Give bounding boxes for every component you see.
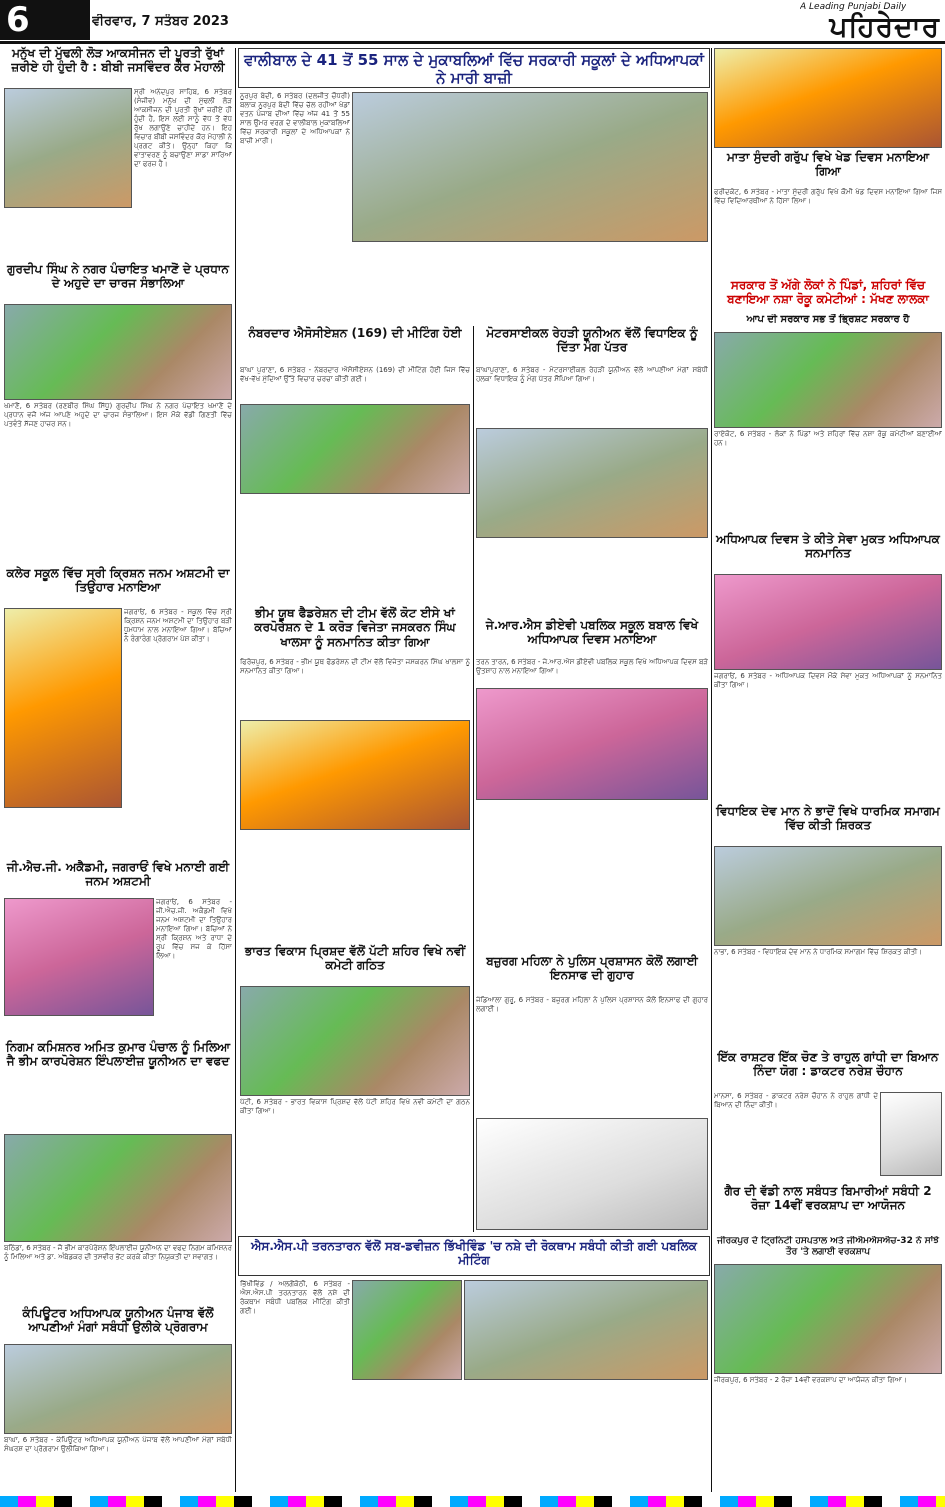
article-bharat-body: ਪੱਟੀ, 6 ਸਤੰਬਰ - ਭਾਰਤ ਵਿਕਾਸ ਪ੍ਰਿਸ਼ਦ ਵੱਲੋਂ ਪੱਟੀ ਸ਼ਹਿਰ ਵਿਖੇ ਨਵੀਂ ਕਮੇਟੀ ਦਾ ਗਠਨ ਕੀਤਾ ਗਿਆ। bbox=[240, 1098, 470, 1115]
headline-dev-mann: ਵਿਧਾਇਕ ਦੇਵ ਮਾਨ ਨੇ ਭਾਦੋਂ ਵਿਖੇ ਧਾਰਮਿਕ ਸਮਾਗਮ ਵਿੱਚ ਕੀਤੀ ਸ਼ਿਰਕਤ bbox=[716, 804, 940, 833]
article-jrs-body: ਤਰਨ ਤਾਰਨ, 6 ਸਤੰਬਰ - ਜੇ.ਆਰ.ਐਸ ਡੀਏਵੀ ਪਬਲਿਕ ਸਕੂਲ ਵਿਖੇ ਅਧਿਆਪਕ ਦਿਵਸ ਬੜੇ ਉਤਸ਼ਾਹ ਨਾਲ ਮਨਾਇਆ ਗਿਆ। bbox=[476, 658, 708, 675]
article-volleyball-body: ਨੂਰਪੁਰ ਬੇਦੀ, 6 ਸਤੰਬਰ (ਦਲਜੀਤ ਚੌਧਰੀ) ਬਲਾਕ ਨੂਰਪੁਰ ਬੇਦੀ ਵਿੱਚ ਚੱਲ ਰਹੀਆਂ ਖੇਡਾਂ ਵਤਨ ਪੰਜਾਬ ਦੀਆਂ ਵਿੱਚ ਅੱਜ 41 ਤੋਂ 55 ਸਾਲ ਉਮਰ ਵਰਗ ਦੇ ਵਾਲੀਬਾਲ ਮੁਕਾਬਲਿਆਂ ਵਿੱਚ ਸਰਕਾਰੀ ਸਕੂਲਾਂ ਦੇ ਅਧਿਆਪਕਾਂ ਨੇ ਬਾਜ਼ੀ ਮਾਰੀ। bbox=[240, 92, 350, 145]
article-jrs-body-cont bbox=[476, 802, 708, 952]
page-number: 6 bbox=[0, 0, 90, 40]
photo-janmashtami-kids bbox=[4, 608, 122, 808]
photo-union-delegation bbox=[4, 1134, 232, 1242]
column-rule bbox=[235, 48, 236, 1492]
headline-bharat-vikas: ਭਾਰਤ ਵਿਕਾਸ ਪ੍ਰਿਸ਼ਦ ਵੱਲੋਂ ਪੱਟੀ ਸ਼ਹਿਰ ਵਿਖੇ ਨਵੀਂ ਕਮੇਟੀ ਗਠਿਤ bbox=[244, 944, 466, 973]
headline-volleyball: ਵਾਲੀਬਾਲ ਦੇ 41 ਤੋਂ 55 ਸਾਲ ਦੇ ਮੁਕਾਬਲਿਆਂ ਵਿੱਚ ਸਰਕਾਰੀ ਸਕੂਲਾਂ ਦੇ ਅਧਿਆਪਕਾਂ ਨੇ ਮਾਰੀ ਬਾਜ਼ੀ bbox=[238, 48, 710, 88]
photo-numberdar-meeting bbox=[240, 404, 470, 494]
photo-dev-mann bbox=[714, 846, 942, 946]
headline-kaler-school: ਕਲੇਰ ਸਕੂਲ ਵਿੱਚ ਸ੍ਰੀ ਕ੍ਰਿਸ਼ਨ ਜਨਮ ਅਸ਼ਟਮੀ ਦਾ ਤਿਉਹਾਰ ਮਨਾਇਆ bbox=[6, 566, 230, 595]
article-volleyball-body-cont bbox=[352, 244, 708, 322]
photo-workshop bbox=[714, 1264, 942, 1374]
photo-bharat-vikas bbox=[240, 986, 470, 1096]
headline-computer-teachers: ਕੰਪਿਊਟਰ ਅਧਿਆਪਕ ਯੂਨੀਅਨ ਪੰਜਾਬ ਵੱਲੋਂ ਆਪਣੀਆਂ ਮੰਗਾਂ ਸਬੰਧੀ ਉਲੀਕੇ ਪ੍ਰੋਗਰਾਮ bbox=[22, 1306, 214, 1335]
photo-elderly-woman bbox=[476, 1118, 708, 1230]
photo-lalka bbox=[714, 332, 942, 428]
column-rule bbox=[473, 326, 474, 1232]
article-naresh-body: ਮਾਨਸਾ, 6 ਸਤੰਬਰ - ਡਾਕਟਰ ਨਰੇਸ਼ ਚੌਹਾਨ ਨੇ ਰਾਹੁਲ ਗਾਂਧੀ ਦੇ ਬਿਆਨ ਦੀ ਨਿੰਦਾ ਕੀਤੀ। bbox=[714, 1092, 878, 1109]
headline-workshop: ਗੈਰ ਦੀ ਵੱਡੀ ਨਾਲ ਸਬੰਧਤ ਬਿਮਾਰੀਆਂ ਸਬੰਧੀ 2 ਰੋਜ਼ਾ 14ਵੀਂ ਵਰਕਸ਼ਾਪ ਦਾ ਆਯੋਜਨ bbox=[724, 1184, 932, 1213]
article-numberdar-body-cont bbox=[240, 496, 470, 604]
article-nasha-body: ਰਾਏਕੋਟ, 6 ਸਤੰਬਰ - ਲੋਕਾਂ ਨੇ ਪਿੰਡਾਂ ਅਤੇ ਸ਼ਹਿਰਾਂ ਵਿੱਚ ਨਸ਼ਾ ਰੋਕੂ ਕਮੇਟੀਆਂ ਬਣਾਈਆਂ ਹਨ। bbox=[714, 430, 942, 447]
photo-volleyball-team bbox=[352, 92, 708, 242]
article-bhim-body-cont bbox=[240, 832, 470, 940]
photo-panchayat bbox=[4, 304, 232, 400]
newspaper-logo: ਪਹਿਰੇਦਾਰ bbox=[829, 10, 940, 42]
article-numberdar-body: ਬਾਘਾ ਪੁਰਾਣਾ, 6 ਸਤੰਬਰ - ਨੰਬਰਦਾਰ ਐਸੋਸੀਏਸ਼ਨ (169) ਦੀ ਮੀਟਿੰਗ ਹੋਈ ਜਿਸ ਵਿੱਚ ਵੱਖ-ਵੱਖ ਮੁੱਦਿਆਂ ਉੱਤੇ ਵਿਚਾਰ ਚਰਚਾ ਕੀਤੀ ਗਈ। bbox=[240, 366, 470, 383]
article-motorcycle-body: ਬਾਘਾਪੁਰਾਣਾ, 6 ਸਤੰਬਰ - ਮੋਟਰਸਾਈਕਲ ਰੇਹੜੀ ਯੂਨੀਅਨ ਵੱਲੋਂ ਆਪਣੀਆਂ ਮੰਗਾਂ ਸਬੰਧੀ ਹਲਕਾ ਵਿਧਾਇਕ ਨੂੰ ਮੰਗ ਪੱਤਰ ਸੌਂਪਿਆ ਗਿਆ। bbox=[476, 366, 708, 383]
article-elderly-body: ਜੰਡਿਆਲਾ ਗੁਰੂ, 6 ਸਤੰਬਰ - ਬਜ਼ੁਰਗ ਮਹਿਲਾ ਨੇ ਪੁਲਿਸ ਪ੍ਰਸ਼ਾਸਨ ਕੋਲੋਂ ਇਨਸਾਫ ਦੀ ਗੁਹਾਰ ਲਗਾਈ। bbox=[476, 996, 708, 1013]
tagline: A Leading Punjabi Daily bbox=[800, 2, 907, 12]
headline-bhim-youth: ਭੀਮ ਯੂਥ ਫੈਡਰੇਸ਼ਨ ਦੀ ਟੀਮ ਵੱਲੋਂ ਕੋਟ ਈਸੇ ਖਾਂ ਕਰਪੋਰੇਸ਼ਨ ਦੇ 1 ਕਰੋੜ ਵਿਜੇਤਾ ਜਸਕਰਨ ਸਿੰਘ ਖਾਲਸਾ ਨੂੰ ਸਨਮਾਨਿਤ ਕੀਤਾ ਗਿਆ bbox=[254, 606, 456, 649]
photo-sports-day bbox=[714, 48, 942, 148]
photo-naresh-chauhan bbox=[880, 1092, 942, 1176]
article-ssp-body: ਭਿੱਖੀਵਿੰਡ / ਅਲਗੋਂਕੋਠੀ, 6 ਸਤੰਬਰ - ਐਸ.ਐਸ.ਪੀ ਤਰਨਤਾਰਨ ਵੱਲੋਂ ਨਸ਼ੇ ਦੀ ਰੋਕਥਾਮ ਸਬੰਧੀ ਪਬਲਿਕ ਮੀਟਿੰਗ ਕੀਤੀ ਗਈ। bbox=[240, 1280, 350, 1315]
subhead-workshop: ਜੀਰਕਪੁਰ ਦੇ ਟ੍ਰਿਨਿਟੀ ਹਸਪਤਾਲ ਅਤੇ ਜੀਐਮਐਸਐਚ-32 ਨੇ ਸਾਂਝੇ ਤੌਰ 'ਤੇ ਲਗਾਈ ਵਰਕਸ਼ਾਪ bbox=[717, 1236, 939, 1257]
article-mata-body: ਫਰੀਦਕੋਟ, 6 ਸਤੰਬਰ - ਮਾਤਾ ਸੁੰਦਰੀ ਗਰੁੱਪ ਵਿਖੇ ਕੌਮੀ ਖੇਡ ਦਿਵਸ ਮਨਾਇਆ ਗਿਆ ਜਿਸ ਵਿੱਚ ਵਿਦਿਆਰਥੀਆਂ ਨੇ ਹਿੱਸਾ ਲਿਆ। bbox=[714, 188, 942, 205]
photo-teachers-day bbox=[476, 688, 708, 800]
article-computer-body: ਬਾਘਾ, 6 ਸਤੰਬਰ - ਕੰਪਿਊਟਰ ਅਧਿਆਪਕ ਯੂਨੀਅਨ ਪੰਜਾਬ ਵੱਲੋਂ ਆਪਣੀਆਂ ਮੰਗਾਂ ਸਬੰਧੀ ਸੰਘਰਸ਼ ਦਾ ਪ੍ਰੋਗਰਾਮ ਉਲੀਕਿਆ ਗਿਆ। bbox=[4, 1436, 232, 1453]
article-dev-mann-body: ਨਾਭਾ, 6 ਸਤੰਬਰ - ਵਿਧਾਇਕ ਦੇਵ ਮਾਨ ਨੇ ਧਾਰਮਿਕ ਸਮਾਗਮ ਵਿੱਚ ਸ਼ਿਰਕਤ ਕੀਤੀ। bbox=[714, 948, 922, 956]
article-oxygen-body: ਸ੍ਰੀ ਅਨੰਦਪੁਰ ਸਾਹਿਬ, 6 ਸਤੰਬਰ (ਸੰਜੀਵ) ਮਨੁੱਖ ਦੀ ਮੁੱਢਲੀ ਲੋੜ ਆਕਸੀਜਨ ਦੀ ਪੂਰਤੀ ਰੁੱਖਾਂ ਜ਼ਰੀਏ ਹੀ ਹੁੰਦੀ ਹੈ, ਇਸ ਲਈ ਸਾਨੂੰ ਵੱਧ ਤੋਂ ਵੱਧ ਰੁੱਖ ਲਗਾਉਣੇ ਚਾਹੀਦੇ ਹਨ। ਇਹ ਵਿਚਾਰ ਬੀਬੀ ਜਸਵਿੰਦਰ ਕੌਰ ਮੋਹਾਲੀ ਨੇ ਪ੍ਰਗਟ ਕੀਤੇ। ਉਨ੍ਹਾਂ ਕਿਹਾ ਕਿ ਵਾਤਾਵਰਣ ਨੂੰ ਬਚਾਉਣਾ ਸਾਡਾ ਸਾਰਿਆਂ ਦਾ ਫਰਜ਼ ਹੈ। bbox=[134, 88, 232, 168]
headline-retired-teachers: ਅਧਿਆਪਕ ਦਿਵਸ ਤੇ ਕੀਤੇ ਸੇਵਾ ਮੁਕਤ ਅਧਿਆਪਕ ਸਨਮਾਨਿਤ bbox=[716, 532, 940, 561]
photo-ssp-meeting bbox=[464, 1280, 708, 1380]
subhead-nasha-committee: ਆਪ ਦੀ ਸਰਕਾਰ ਸਭ ਤੋਂ ਭ੍ਰਿਸ਼ਟ ਸਰਕਾਰ ਹੈ bbox=[746, 314, 910, 325]
article-motorcycle-body-cont bbox=[476, 540, 708, 616]
column-rule bbox=[711, 48, 712, 1492]
article-ghg-body: ਜਗਰਾਓਂ, 6 ਸਤੰਬਰ - ਜੀ.ਐਚ.ਜੀ. ਅਕੈਡਮੀ ਵਿਖੇ ਜਨਮ ਅਸ਼ਟਮੀ ਦਾ ਤਿਉਹਾਰ ਮਨਾਇਆ ਗਿਆ। ਬੱਚਿਆਂ ਨੇ ਸ੍ਰੀ ਕ੍ਰਿਸ਼ਨ ਅਤੇ ਰਾਧਾ ਦੇ ਰੂਪ ਵਿੱਚ ਸਜ ਕੇ ਹਿੱਸਾ ਲਿਆ। bbox=[156, 898, 232, 960]
article-retired-body: ਜਗਰਾਓਂ, 6 ਸਤੰਬਰ - ਅਧਿਆਪਕ ਦਿਵਸ ਮੌਕੇ ਸੇਵਾ ਮੁਕਤ ਅਧਿਆਪਕਾਂ ਨੂੰ ਸਨਮਾਨਿਤ ਕੀਤਾ ਗਿਆ। bbox=[714, 672, 942, 689]
article-ssp-body-cont bbox=[352, 1382, 708, 1490]
headline-jrs-dav: ਜੇ.ਆਰ.ਐਸ ਡੀਏਵੀ ਪਬਲਿਕ ਸਕੂਲ ਬਬਾਲ ਵਿਖੇ ਅਧਿਆਪਕ ਦਿਵਸ ਮਨਾਇਆ bbox=[485, 618, 699, 647]
headline-numberdar: ਨੰਬਰਦਾਰ ਐਸੋਸੀਏਸ਼ਨ (169) ਦੀ ਮੀਟਿੰਗ ਹੋਈ bbox=[248, 326, 462, 340]
headline-nasha-committee: ਸਰਕਾਰ ਤੋਂ ਅੱਗੇ ਲੋਕਾਂ ਨੇ ਪਿੰਡਾਂ, ਸ਼ਹਿਰਾਂ ਵਿੱਚ ਬਣਾਇਆ ਨਸ਼ਾ ਰੋਕੂ ਕਮੇਟੀਆਂ : ਮੱਖਣ ਲਾਲਕਾ bbox=[727, 278, 929, 307]
photo-retired-teachers bbox=[714, 574, 942, 670]
article-kaler-body: ਜਗਰਾਓਂ, 6 ਸਤੰਬਰ - ਸਕੂਲ ਵਿੱਚ ਸ੍ਰੀ ਕ੍ਰਿਸ਼ਨ ਜਨਮ ਅਸ਼ਟਮੀ ਦਾ ਤਿਉਹਾਰ ਬੜੀ ਧੂਮਧਾਮ ਨਾਲ ਮਨਾਇਆ ਗਿਆ। ਬੱਚਿਆਂ ਨੇ ਰੰਗਾਰੰਗ ਪ੍ਰੋਗਰਾਮ ਪੇਸ਼ ਕੀਤਾ। bbox=[124, 608, 232, 643]
headline-gurdeep-singh: ਗੁਰਦੀਪ ਸਿੰਘ ਨੇ ਨਗਰ ਪੰਚਾਇਤ ਖਮਾਣੋਂ ਦੇ ਪ੍ਰਧਾਨ ਦੇ ਅਹੁਦੇ ਦਾ ਚਾਰਜ ਸੰਭਾਲਿਆ bbox=[7, 262, 229, 291]
photo-computer-teachers bbox=[4, 1344, 232, 1434]
headline-oxygen: ਮਨੁੱਖ ਦੀ ਮੁੱਢਲੀ ਲੋੜ ਆਕਸੀਜਨ ਦੀ ਪੂਰਤੀ ਰੁੱਖਾਂ ਜ਼ਰੀਏ ਹੀ ਹੁੰਦੀ ਹੈ : ਬੀਬੀ ਜਸਵਿੰਦਰ ਕੌਰ ਮੋਹਾਲੀ bbox=[11, 46, 225, 75]
headline-mata-sundri: ਮਾਤਾ ਸੁੰਦਰੀ ਗਰੁੱਪ ਵਿਖੇ ਖੇਡ ਦਿਵਸ ਮਨਾਇਆ ਗਿਆ bbox=[726, 150, 930, 179]
article-workshop-body: ਜੀਰਕਪੁਰ, 6 ਸਤੰਬਰ - 2 ਰੋਜ਼ਾ 14ਵੀਂ ਵਰਕਸ਼ਾਪ ਦਾ ਆਯੋਜਨ ਕੀਤਾ ਗਿਆ। bbox=[714, 1376, 907, 1384]
print-color-bar bbox=[0, 1496, 945, 1507]
article-nigam-body: ਬਠਿੰਡਾ, 6 ਸਤੰਬਰ - ਜੈ ਭੀਮ ਕਾਰਪੋਰੇਸ਼ਨ ਇੰਪਲਾਈਜ਼ ਯੂਨੀਅਨ ਦਾ ਵਫਦ ਨਿਗਮ ਕਮਿਸ਼ਨਰ ਨੂੰ ਮਿਲਿਆ ਅਤੇ ਡਾ. ਅੰਬੇਡਕਰ ਦੀ ਤਸਵੀਰ ਭੇਂਟ ਕਰਕੇ ਕੀਤਾ ਨਿਯੁਕਤੀ ਦਾ ਸਵਾਗਤ। bbox=[4, 1244, 232, 1261]
headline-elderly-woman: ਬਜ਼ੁਰਗ ਮਹਿਲਾ ਨੇ ਪੁਲਿਸ ਪ੍ਰਸ਼ਾਸਨ ਕੋਲੋਂ ਲਗਾਈ ਇਨਸਾਫ ਦੀ ਗੁਹਾਰ bbox=[486, 954, 698, 983]
photo-ghg-academy bbox=[4, 898, 154, 1016]
photo-motorcycle-union bbox=[476, 428, 708, 538]
headline-nigam-commissioner: ਨਿਗਮ ਕਮਿਸ਼ਨਰ ਅਮਿਤ ਕੁਮਾਰ ਪੰਚਾਲ ਨੂੰ ਮਿਲਿਆ ਜੈ ਭੀਮ ਕਾਰਪੋਰੇਸ਼ਨ ਇੰਪਲਾਈਜ਼ ਯੂਨੀਅਨ ਦਾ ਵਫਦ bbox=[5, 1040, 231, 1069]
photo-ssp-speaking bbox=[352, 1280, 462, 1380]
headline-motorcycle-union: ਮੋਟਰਸਾਈਕਲ ਰੇਹੜੀ ਯੂਨੀਅਨ ਵੱਲੋਂ ਵਿਧਾਇਕ ਨੂੰ ਦਿੱਤਾ ਮੰਗ ਪੱਤਰ bbox=[486, 326, 698, 355]
headline-ghg-academy: ਜੀ.ਐਚ.ਜੀ. ਅਕੈਡਮੀ, ਜਗਰਾਓਂ ਵਿਖੇ ਮਨਾਈ ਗਈ ਜਨਮ ਅਸ਼ਟਮੀ bbox=[6, 860, 230, 889]
headline-ssp-meeting: ਐਸ.ਐਸ.ਪੀ ਤਰਨਤਾਰਨ ਵੱਲੋਂ ਸਬ-ਡਵੀਜ਼ਨ ਭਿੱਖੀਵਿੰਡ 'ਚ ਨਸ਼ੇ ਦੀ ਰੋਕਥਾਮ ਸਬੰਧੀ ਕੀਤੀ ਗਈ ਪਬਲਿਕ ਮੀਟਿੰਗ bbox=[238, 1236, 710, 1276]
headline-naresh-chauhan: ਇੱਕ ਰਾਸ਼ਟਰ ਇੱਕ ਚੋਣ ਤੇ ਰਾਹੁਲ ਗਾਂਧੀ ਦਾ ਬਿਆਨ ਨਿੰਦਾ ਯੋਗ : ਡਾਕਟਰ ਨਰੇਸ਼ ਚੌਹਾਨ bbox=[717, 1050, 939, 1079]
photo-jaskaran-singh bbox=[240, 720, 470, 830]
dateline: ਵੀਰਵਾਰ, 7 ਸਤੰਬਰ 2023 bbox=[92, 14, 229, 29]
article-gurdeep-body: ਖਮਾਣੋਂ, 6 ਸਤੰਬਰ (ਰਣਬੀਰ ਸਿੰਘ ਸਿੱਧੂ) ਗੁਰਦੀਪ ਸਿੰਘ ਨੇ ਨਗਰ ਪੰਚਾਇਤ ਖਮਾਣੋਂ ਦੇ ਪ੍ਰਧਾਨ ਵਜੋਂ ਅੱਜ ਆਪਣੇ ਅਹੁਦੇ ਦਾ ਚਾਰਜ ਸੰਭਾਲਿਆ। ਇਸ ਮੌਕੇ ਵੱਡੀ ਗਿਣਤੀ ਵਿੱਚ ਪਤਵੰਤੇ ਸੱਜਣ ਹਾਜ਼ਰ ਸਨ। bbox=[4, 402, 232, 428]
photo-tree-planting bbox=[4, 88, 132, 208]
article-bhim-body: ਫਿਰੋਜ਼ਪੁਰ, 6 ਸਤੰਬਰ - ਭੀਮ ਯੂਥ ਫੈਡਰੇਸ਼ਨ ਦੀ ਟੀਮ ਵੱਲੋਂ ਵਿਜੇਤਾ ਜਸਕਰਨ ਸਿੰਘ ਖਾਲਸਾ ਨੂੰ ਸਨਮਾਨਿਤ ਕੀਤਾ ਗਿਆ। bbox=[240, 658, 470, 675]
